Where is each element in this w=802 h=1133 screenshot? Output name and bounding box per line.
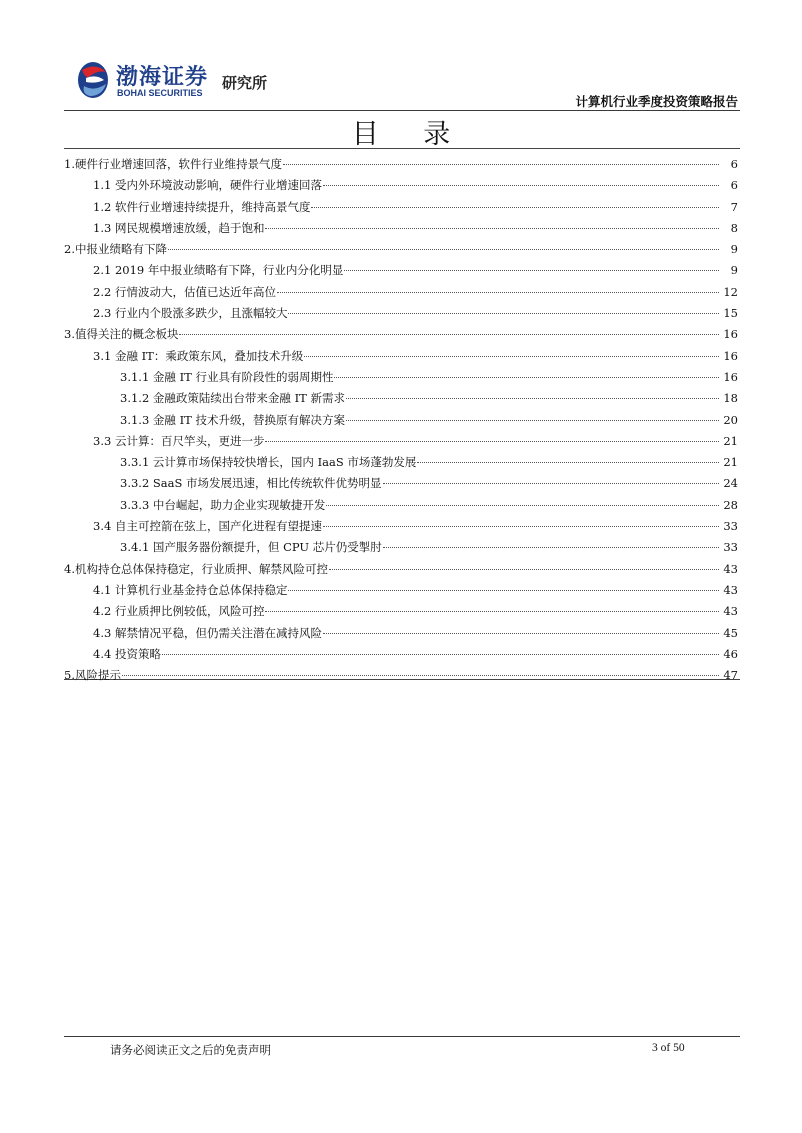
toc-entry[interactable] (64, 260, 740, 281)
toc-entry-page: 7 (730, 199, 738, 214)
toc-leader-dots (168, 249, 719, 250)
toc-entry[interactable] (64, 516, 740, 537)
toc-entry-page: 16 (723, 348, 738, 363)
toc-entry[interactable] (64, 303, 740, 324)
toc-entry[interactable] (64, 154, 740, 175)
toc-leader-dots (311, 207, 719, 208)
toc-entry[interactable] (64, 346, 740, 367)
toc-entry-title: 3.4 自主可控箭在弦上，国产化进程有望提速 (93, 519, 322, 534)
toc-leader-dots (304, 356, 719, 357)
toc-leader-dots (179, 334, 719, 335)
toc-entry[interactable] (64, 239, 740, 260)
report-title: 计算机行业季度投资策略报告 (575, 94, 738, 109)
toc-entry[interactable] (64, 410, 740, 431)
toc-entry[interactable] (64, 473, 740, 494)
toc-entry-title: 4.3 解禁情况平稳，但仍需关注潜在减持风险 (93, 625, 322, 640)
toc-entry-page: 15 (723, 306, 738, 321)
toc-entry[interactable] (64, 559, 740, 580)
toc-leader-dots (283, 164, 719, 165)
toc-leader-dots (288, 590, 719, 591)
toc-entry[interactable] (64, 601, 740, 622)
toc-leader-dots (265, 228, 719, 229)
toc-entry-title: 1.硬件行业增速回落，软件行业维持景气度 (64, 157, 282, 171)
toc-leader-dots (346, 398, 719, 399)
toc-entry-page: 33 (723, 540, 738, 555)
page-number: 3 of 50 (652, 1042, 685, 1054)
toc-entry[interactable] (64, 452, 740, 473)
toc-entry[interactable] (64, 580, 740, 601)
toc-leader-dots (122, 675, 719, 676)
footer-disclaimer: 请务必阅读正文之后的免责声明 (110, 1043, 271, 1057)
toc-entry-title: 1.1 受内外环境波动影响，硬件行业增速回落 (93, 178, 322, 193)
toc-entry-title: 3.3.2 SaaS 市场发展迅速，相比传统软件优势明显 (120, 476, 382, 491)
toc-leader-dots (265, 611, 719, 612)
toc-entry-title: 4.机构持仓总体保持稳定，行业质押、解禁风险可控 (64, 561, 328, 576)
toc-entry-page: 12 (723, 284, 738, 299)
toc-entry-title: 1.3 网民规模增速放缓，趋于饱和 (93, 220, 265, 235)
page-title: 目 录 (351, 119, 469, 150)
toc-entry-title: 3.3 云计算：百尺竿头，更进一步 (93, 433, 265, 448)
toc-leader-dots (265, 441, 719, 442)
toc-entry-title: 3.3.3 中台崛起，助力企业实现敏捷开发 (120, 497, 326, 512)
toc-entry-page: 33 (723, 519, 738, 534)
toc-list (64, 154, 740, 686)
toc-entry-title: 4.4 投资策略 (93, 646, 161, 661)
header-divider (64, 110, 740, 111)
toc-entry-page: 9 (730, 242, 738, 257)
logo-chinese-name: 渤海证券 (116, 65, 209, 90)
toc-leader-dots (417, 462, 719, 463)
toc-leader-dots (344, 270, 719, 271)
institute-name: 研究所 (222, 74, 268, 92)
toc-entry-title: 2.3 行业内个股涨多跌少，且涨幅较大 (93, 306, 288, 321)
toc-entry[interactable] (64, 537, 740, 558)
toc-entry-page: 43 (723, 561, 738, 576)
toc-leader-dots (326, 505, 719, 506)
toc-leader-dots (288, 313, 719, 314)
toc-leader-dots (346, 420, 719, 421)
toc-leader-dots (383, 547, 719, 548)
toc-entry-page: 43 (723, 604, 738, 619)
toc-entry-title: 2.1 2019 年中报业绩略有下降，行业内分化明显 (93, 263, 344, 278)
toc-entry-page: 47 (723, 668, 738, 683)
toc-entry-page: 9 (730, 263, 738, 278)
toc-entry[interactable] (64, 175, 740, 196)
toc-entry[interactable] (64, 431, 740, 452)
toc-entry[interactable] (64, 282, 740, 303)
toc-entry-title: 3.值得关注的概念板块 (64, 327, 179, 342)
toc-leader-dots (323, 185, 719, 186)
toc-entry-title: 3.1 金融 IT：乘政策东风，叠加技术升级 (93, 348, 304, 363)
toc-entry[interactable] (64, 623, 740, 644)
toc-entry-page: 20 (723, 412, 738, 427)
toc-entry-page: 16 (723, 369, 738, 384)
toc-entry-title: 2.2 行情波动大，估值已达近年高位 (93, 284, 276, 299)
toc-entry-page: 6 (730, 178, 738, 193)
toc-entry[interactable] (64, 367, 740, 388)
toc-leader-dots (323, 526, 719, 527)
table-of-contents (64, 148, 740, 683)
toc-entry-title: 4.1 计算机行业基金持仓总体保持稳定 (93, 582, 288, 597)
toc-entry-title: 5.风险提示 (64, 668, 121, 683)
toc-entry-title: 3.1.3 金融 IT 技术升级，替换原有解决方案 (120, 412, 345, 427)
toc-entry-page: 21 (723, 433, 738, 448)
toc-entry[interactable] (64, 218, 740, 239)
toc-entry[interactable] (64, 644, 740, 665)
toc-leader-dots (162, 654, 719, 655)
toc-entry-title: 3.1.2 金融政策陆续出台带来金融 IT 新需求 (120, 391, 345, 406)
toc-entry[interactable] (64, 495, 740, 516)
toc-leader-dots (277, 292, 719, 293)
footer-divider (64, 1036, 740, 1037)
toc-entry-page: 45 (723, 625, 738, 640)
toc-leader-dots (323, 633, 719, 634)
toc-entry-page: 16 (723, 327, 738, 342)
toc-entry-page: 24 (723, 476, 738, 491)
bohai-logo-icon (76, 60, 110, 100)
toc-leader-dots (329, 569, 719, 570)
toc-entry[interactable] (64, 665, 740, 686)
logo-english-name: BOHAI SECURITIES (117, 88, 203, 98)
toc-entry-page: 6 (730, 157, 738, 171)
page-header (64, 56, 740, 112)
toc-entry-page: 28 (723, 497, 738, 512)
toc-entry[interactable] (64, 388, 740, 409)
toc-leader-dots (334, 377, 719, 378)
toc-entry-title: 2.中报业绩略有下降 (64, 242, 167, 257)
toc-entry-page: 8 (730, 220, 738, 235)
toc-leader-dots (383, 483, 719, 484)
toc-entry-page: 18 (723, 391, 738, 406)
toc-entry-title: 3.4.1 国产服务器份额提升，但 CPU 芯片仍受掣肘 (120, 540, 382, 555)
toc-entry-title: 4.2 行业质押比例较低，风险可控 (93, 604, 265, 619)
toc-entry[interactable] (64, 324, 740, 345)
toc-entry-title: 3.1.1 金融 IT 行业具有阶段性的弱周期性 (120, 369, 334, 384)
toc-entry-title: 1.2 软件行业增速持续提升，维持高景气度 (93, 199, 311, 214)
toc-entry-title: 3.3.1 云计算市场保持较快增长，国内 IaaS 市场蓬勃发展 (120, 455, 417, 470)
toc-entry-page: 21 (723, 455, 738, 470)
toc-entry-page: 43 (723, 582, 738, 597)
toc-entry[interactable] (64, 197, 740, 218)
toc-entry-page: 46 (723, 646, 738, 661)
